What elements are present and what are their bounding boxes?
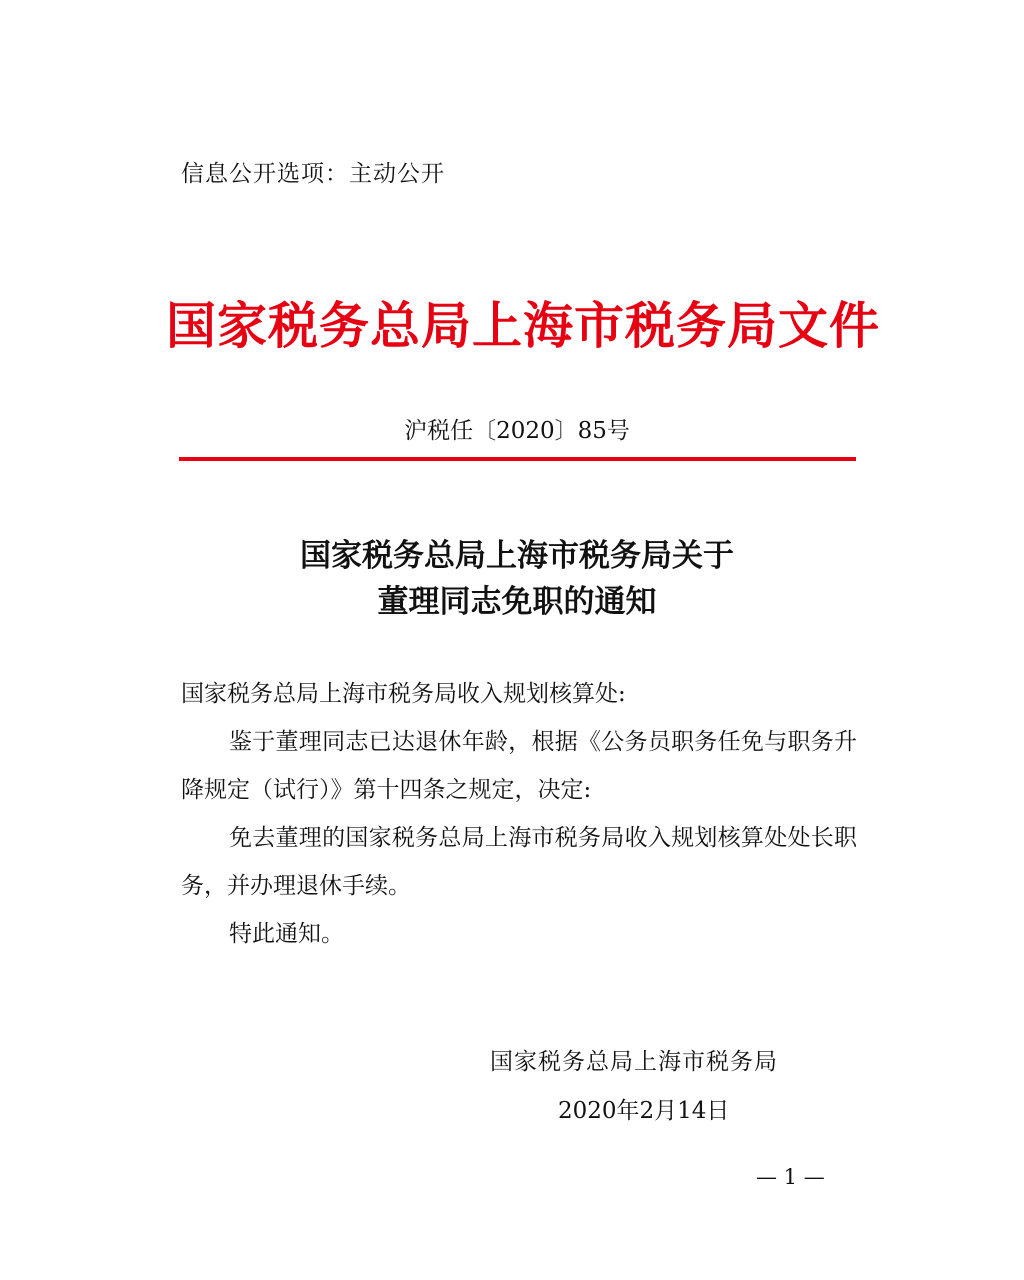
disclosure-option: 信息公开选项：主动公开 [181,161,445,187]
closing-remark: 特此通知。 [229,921,344,947]
document-number: 沪税任〔2020〕85号 [404,418,630,444]
body-paragraph-1: 鉴于董理同志已达退休年龄，根据《公务员职务任免与职务升降规定（试行）》第十四条之规定，决定: [181,729,857,803]
document-body [181,670,857,958]
body-paragraph-2: 免去董理的国家税务总局上海市税务局收入规划核算处处长职务，并办理退休手续。 [181,825,857,899]
issuing-authority: 国家税务总局上海市税务局 [490,1049,778,1075]
issue-date: 2020年2月14日 [558,1098,730,1124]
red-divider-line [179,457,856,461]
title-line-1: 国家税务总局上海市税务局关于 [300,538,734,574]
document-title [178,533,856,625]
title-line-2: 董理同志免职的通知 [377,584,657,620]
document-masthead: 国家税务总局上海市税务局文件 [166,296,880,355]
page-number: — 1 — [756,1165,825,1189]
addressee: 国家税务总局上海市税务局收入规划核算处: [181,681,626,707]
